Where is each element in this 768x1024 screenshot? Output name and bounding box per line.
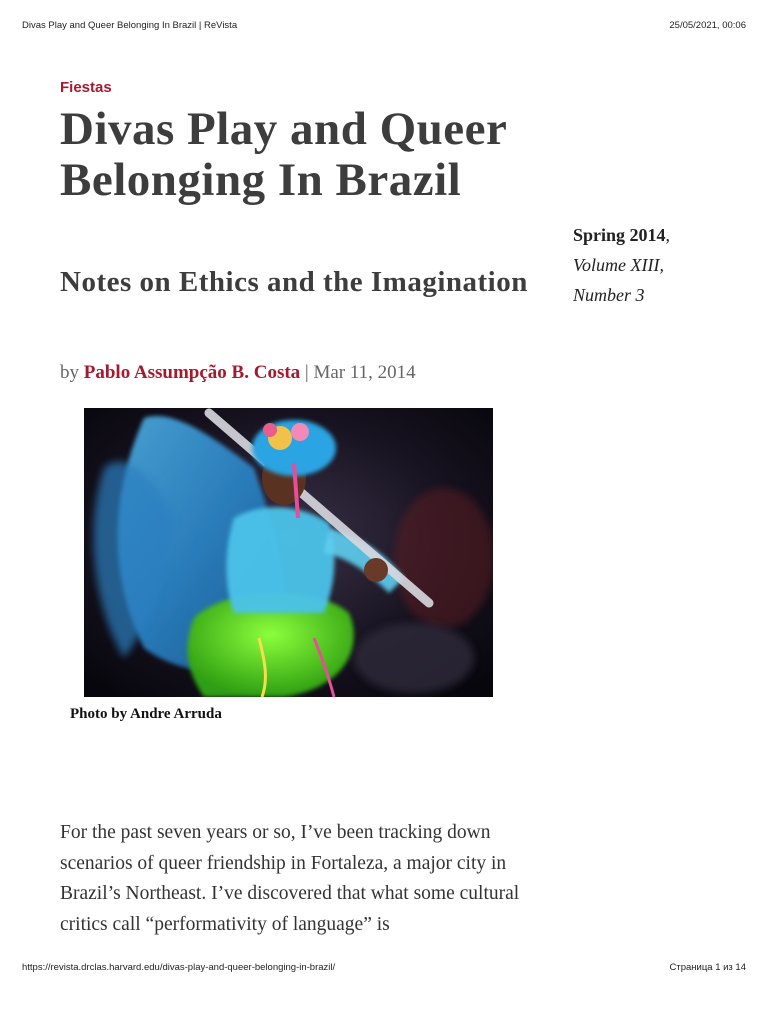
article-body-paragraph: For the past seven years or so, I’ve been tracking down scenarios of queer friendship in Fortaleza, a major city in Brazil’s Northeast. I’ve discovered that what some cultural critics call “performativity of language” is <box>60 822 520 935</box>
article-photo <box>84 408 493 697</box>
print-page-number: Страница 1 из 14 <box>669 962 746 973</box>
issue-season-year: Spring 2014 <box>573 225 666 245</box>
print-footer <box>22 962 746 973</box>
photo-dancer-image <box>84 408 493 697</box>
article-subtitle: Notes on Ethics and the Imagination <box>60 266 528 298</box>
issue-comma: , <box>665 225 671 245</box>
issue-info <box>573 220 723 310</box>
photo-caption: Photo by Andre Arruda <box>70 706 222 722</box>
byline-separator: | <box>304 362 309 383</box>
byline <box>60 362 416 384</box>
article-title: Divas Play and Queer Belonging In Brazil <box>60 103 507 206</box>
print-page-title: Divas Play and Queer Belonging In Brazil | ReVista <box>22 20 238 31</box>
byline-prefix: by <box>60 362 79 383</box>
print-url: https://revista.drclas.harvard.edu/divas-play-and-queer-belonging-in-brazil/ <box>22 962 336 973</box>
print-datetime: 25/05/2021, 00:06 <box>669 20 746 31</box>
issue-volume: Volume XIII, Number 3 <box>573 255 664 305</box>
publish-date: Mar 11, 2014 <box>313 362 416 383</box>
print-header <box>22 20 746 31</box>
category-link[interactable]: Fiestas <box>60 79 112 96</box>
author-link[interactable]: Pablo Assumpção B. Costa <box>83 362 301 383</box>
